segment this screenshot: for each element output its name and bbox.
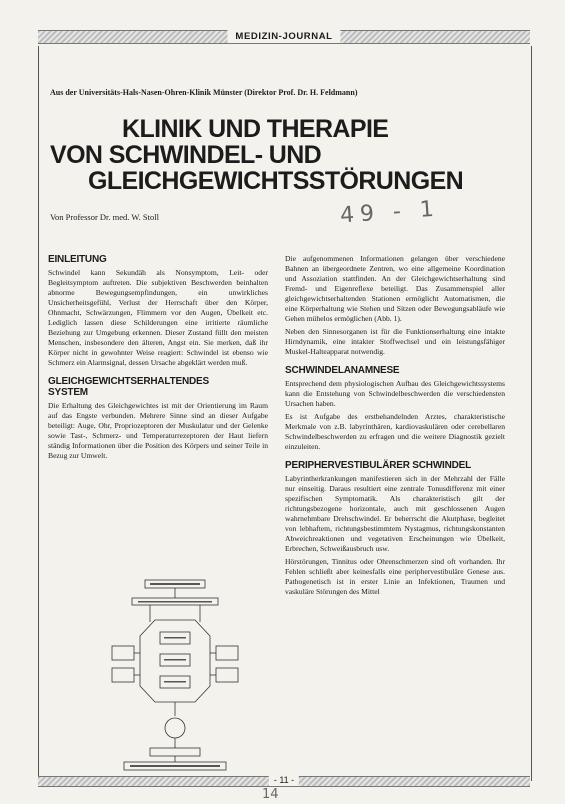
affiliation-line: Aus der Universitäts-Hals-Nasen-Ohren-Klinik Münster (Direktor Prof. Dr. H. Feldmann) (50, 88, 358, 97)
article-title (40, 116, 510, 194)
heading-gleichgewicht (48, 376, 268, 398)
balance-system-diagram (110, 576, 240, 776)
author-line: Von Professor Dr. med. W. Stoll (50, 212, 159, 222)
diagram-lower-box (150, 748, 200, 756)
diagram-left-box-1 (112, 646, 134, 660)
paragraph-gleichgewicht: Die Erhaltung des Gleichgewichtes ist mit der Orientierung im Raum auf das Engste verbunden. Mehrere Sinne sind an dieser Aufgabe beteiligt: Auge, Ohr, Propriozeptoren der Muskulatur und der Gelenke sowie Tast-, Schmerz- und Temperaturrezeptoren der Haut liefern ständig Informationen über die Position des Körpers und seiner Teile in Bezug zur Umwelt. (48, 401, 268, 460)
footer-bar (38, 776, 530, 787)
heading-einleitung: EINLEITUNG (48, 254, 107, 265)
diagram-circle-node (165, 718, 185, 738)
title-line-2: VON SCHWINDEL- UND (50, 141, 322, 169)
header-bar (38, 30, 530, 44)
paragraph-anamnese-1: Entsprechend dem physiologischen Aufbau des Gleichgewichtssystems kann die Entstehung von Schwindelbeschwerden die verschiedensten Ursachen haben. (285, 379, 505, 408)
title-line-3: GLEICHGEWICHTSSTÖRUNGEN (88, 167, 464, 195)
diagram-right-box-2 (216, 668, 238, 682)
diagram-left-box-2 (112, 668, 134, 682)
title-line-1: KLINIK UND THERAPIE (122, 115, 389, 143)
handwritten-note: 49 - 1 (339, 196, 441, 229)
paragraph-anamnese-2: Es ist Aufgabe des erstbehandelnden Arztes, charakteristische Merkmale von z.B. labyrinthären, kardiovaskulären oder cerebellaren Schwindelbeschwerden zu erfragen und die weitere Diagnostik gezielt einzuleiten. (285, 412, 505, 451)
diagram-right-box-1 (216, 646, 238, 660)
heading-gleichgewicht-line-1: GLEICHGEWICHTSERHALTENDES (48, 376, 209, 387)
left-column (48, 254, 268, 464)
journal-section-label: MEDIZIN-JOURNAL (227, 30, 340, 43)
right-column (285, 254, 505, 600)
paragraph-peripher-2: Hörstörungen, Tinnitus oder Ohrenschmerzen sind oft vorhanden. Ihr Fehlen schließt aber keinesfalls eine periphervestibuläre Genese aus. Pathogenetisch ist in erster Linie an Infektionen, Traumen und vaskuläre Störungen des Mittel (285, 557, 505, 596)
handwritten-folio: 14 (262, 787, 279, 802)
paragraph-right-intro-1: Die aufgenommenen Informationen gelangen über verschiedene Bahnen an übergeordnete Zentren, wo eine allgemeine Koordination und Assoziation stattfinden. An der Gleichgewichtserhaltung sind Fremd- und Eigenreflexe beteiligt. Das Zusammenspiel aller gleichgewichtserhaltenden Stationen ermöglicht Automatismen, die eine Körperhaltung wie Stehen und Sitzen oder Bewegungsabläufe wie Gehen mühelos ermöglichen (Abb. 1). (285, 254, 505, 323)
paragraph-right-intro-2: Neben den Sinnesorganen ist für die Funktionserhaltung eine intakte Hirndynamik, eine intakter Stoffwechsel und ein leistungsfähiger Muskel-Halteapparat notwendig. (285, 327, 505, 356)
heading-schwindelanamnese: SCHWINDELANAMNESE (285, 365, 400, 376)
paragraph-einleitung: Schwindel kann Sekundäh als Nonsymptom, Leit- oder Begleitsymptom auftreten. Die subjektiven Beschwerden beinhalten abnorme Bewegungsempfindungen, ein unwirkliches Unsicherheitsgefühl, Verlust der Herrschaft über den Körper, Ohnmacht, Schwärzungen, Flimmern vor den Augen, Übelkeit etc. Lediglich lassen diese Schilderungen eine irritierte räumliche Beziehung zur Umgebung erkennen. Dieser Zustand füllt den meisten Menschen, insbesondere den älteren, Angst ein. Sie merken, daß ihr Körper nicht in gewohnter Weise reagiert: Schwindel ist ebenso wie Schmerz ein Alarmsignal, dessen Ursache abgeklärt werden muß. (48, 268, 268, 367)
heading-gleichgewicht-line-2: SYSTEM (48, 387, 88, 398)
paragraph-peripher-1: Labyrintherkrankungen manifestieren sich in der Mehrzahl der Fälle nur einseitig. Daraus resultiert eine zentrale Tonusdifferenz mit einer spezifischen Symptomatik. Als charakteristisch gilt der richtungsbezogene horizontale, auch mit geschlossenen Augen wahrnehmbare Drehschwindel. Er beherrscht die Akutphase, begleitet von lebhaftem, richtungsbestimmtem Nystagmus, richtungskonstanten Abweichreaktionen und vegetativen Erscheinungen wie Übelkeit, Erbrechen, Schweißausbruch usw. (285, 474, 505, 553)
page-number: - 11 - (269, 774, 299, 786)
heading-peripher: PERIPHERVESTIBULÄRER SCHWINDEL (285, 460, 472, 471)
